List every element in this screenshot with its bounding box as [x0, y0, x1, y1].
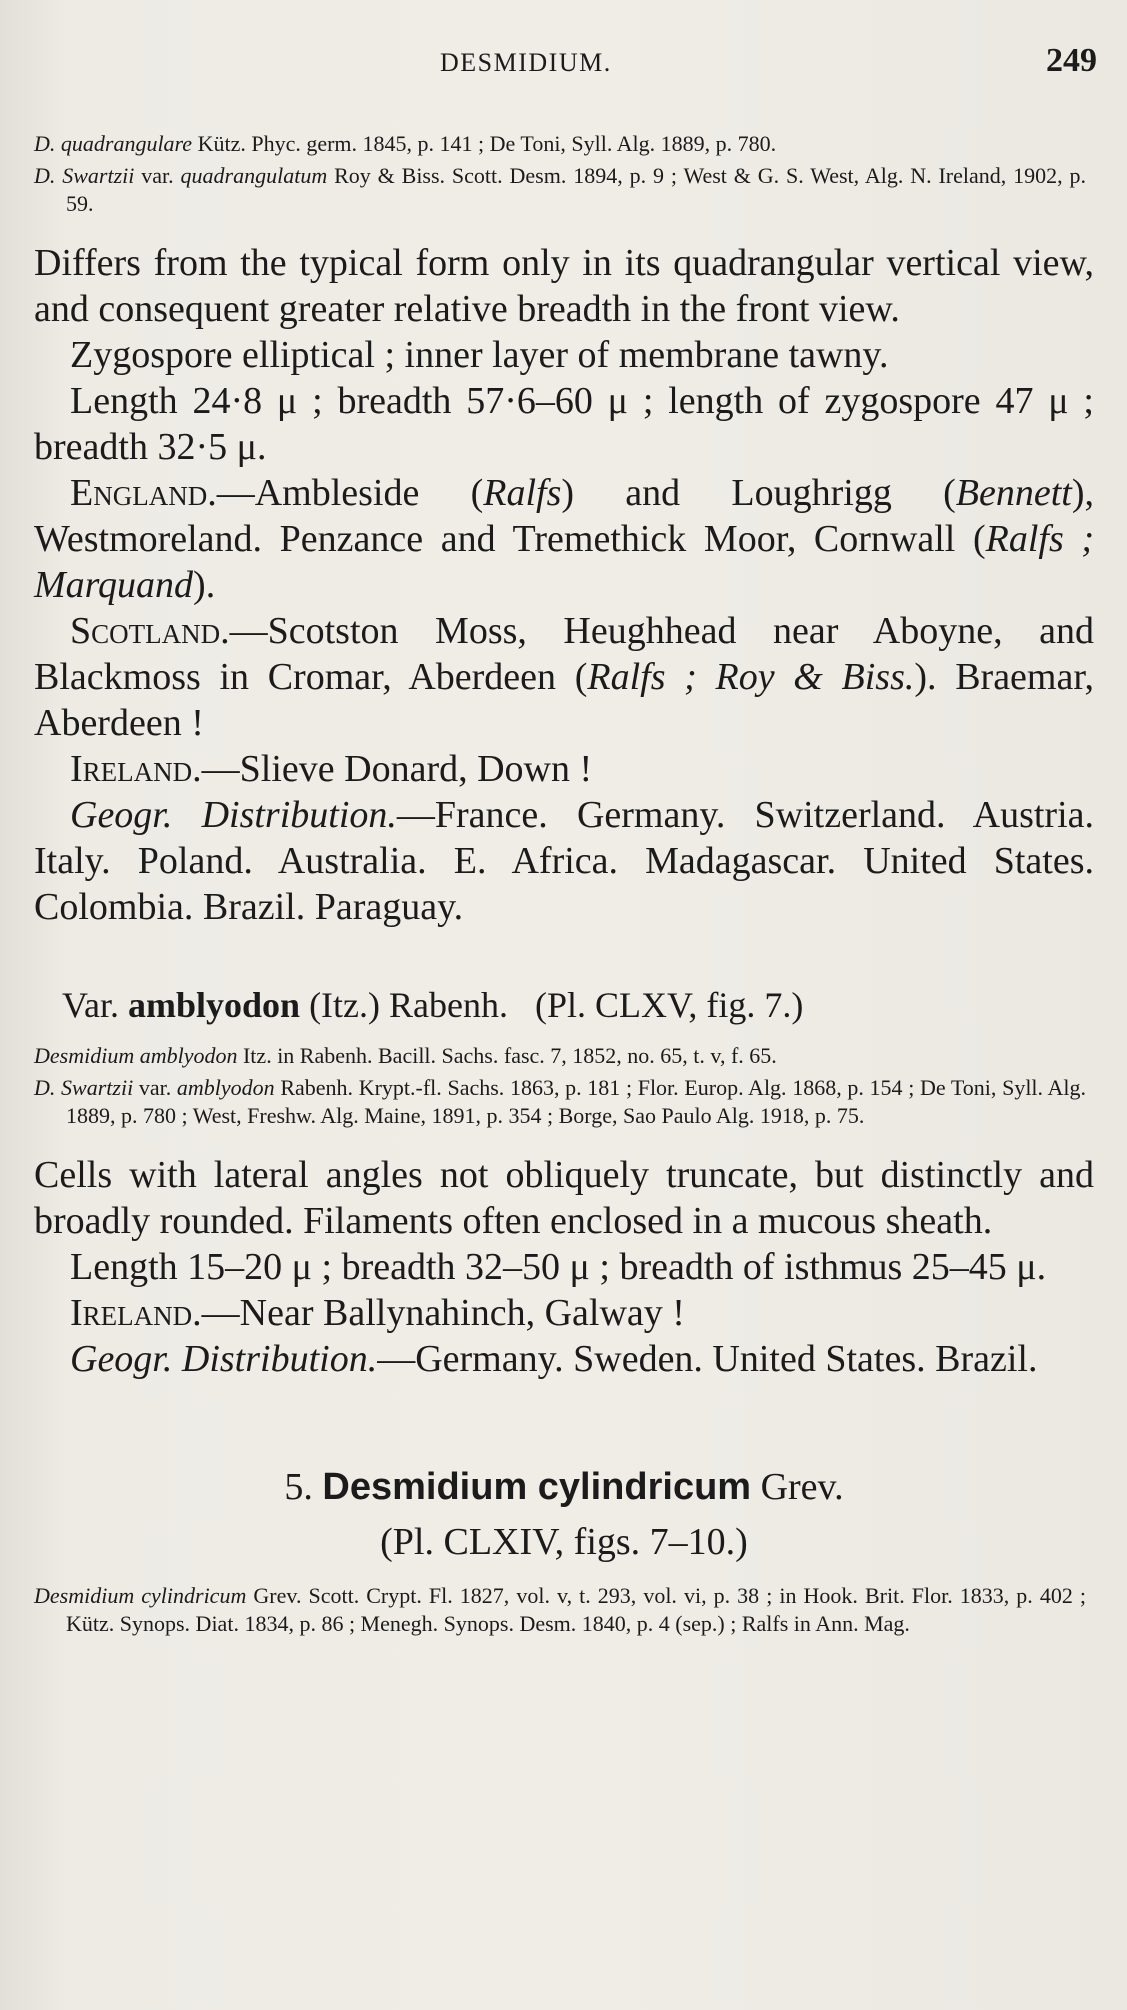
citation-text: Itz. in Rabenh. Bacill. Sachs. fasc. 7, 1852, no. 65, t. v, f. 65.	[237, 1043, 777, 1068]
species-plate-reference: (Pl. CLXIV, figs. 7–10.)	[380, 1521, 748, 1563]
region-label: Ireland.	[70, 748, 202, 790]
locality-text: —Ambleside (	[216, 472, 484, 514]
taxon-name: D. quadrangulare	[34, 131, 193, 156]
variety-authority: (Itz.) Rabenh. (Pl. CLXV, fig. 7.)	[300, 985, 804, 1025]
citation-text: Kütz. Phyc. germ. 1845, p. 141 ; De Toni, Syll. Alg. 1889, p. 780.	[192, 131, 777, 156]
description-paragraph: Cells with lateral angles not obliquely truncate, but distinctly and broadly rounded. Filaments often enclosed in a mucous sheath.	[34, 1154, 1094, 1242]
variety-heading	[62, 982, 1094, 1028]
locality-text: ) and Loughrigg (	[561, 472, 956, 514]
region-label: Scotland.	[70, 610, 230, 652]
distribution-label: Geogr. Distribution.	[70, 794, 397, 836]
locality-scotland	[34, 608, 1094, 746]
synonym-citation	[34, 1074, 1094, 1130]
synonym-citation	[34, 130, 1094, 158]
synonym-citation	[34, 162, 1094, 218]
species-number: 5.	[284, 1466, 323, 1508]
variety-prefix: Var.	[62, 985, 128, 1025]
geographic-distribution	[34, 792, 1094, 930]
rank-text: var.	[133, 1075, 177, 1100]
species-name: Desmidium cylindricum	[322, 1466, 752, 1508]
running-head: DESMIDIUM.	[440, 48, 612, 77]
species-heading	[34, 1462, 1094, 1512]
variety-name: amblyodon	[128, 985, 301, 1025]
page-number: 249	[1046, 42, 1097, 79]
citation-text: Roy & Biss. Scott. Desm. 1894, p. 9 ; West & G. S. West, Alg. N. Ireland, 1902, p. 59.	[66, 163, 1086, 216]
synonym-citation	[34, 1582, 1094, 1638]
citation-text: Grev. Scott. Crypt. Fl. 1827, vol. v, t. 293, vol. vi, p. 38 ; in Hook. Brit. Flor. 1833, p. 402 ; Kütz. Synops. Diat. 1834, p. 86 ; Menegh. Synops. Desm. 1840, p. 4 (sep.) ; Ralfs in Ann. Mag.	[66, 1583, 1086, 1636]
taxon-name: D. Swartzii	[34, 1075, 134, 1100]
measurements-paragraph: Length 15–20 μ ; breadth 32–50 μ ; breadth of isthmus 25–45 μ.	[70, 1246, 1047, 1288]
locality-text: —Near Ballynahinch, Galway !	[201, 1292, 685, 1334]
species-author: Grev.	[751, 1466, 844, 1508]
locality-text: ), Westmoreland. Penzance and Tremethick Moor, Cornwall (	[34, 472, 1094, 560]
taxon-name: Desmidium amblyodon	[34, 1043, 238, 1068]
locality-ireland	[34, 746, 1094, 792]
taxon-name: quadrangulatum	[180, 163, 328, 188]
measurements-paragraph: Length 24·8 μ ; breadth 57·6–60 μ ; length of zygospore 47 μ ; breadth 32·5 μ.	[34, 380, 1094, 468]
synonym-citation	[34, 1042, 1094, 1070]
region-label: Ireland.	[70, 1292, 202, 1334]
taxon-name: D. Swartzii	[34, 163, 135, 188]
collector-name: Ralfs ; Roy & Biss.	[587, 656, 915, 698]
taxon-name: Desmidium cylindricum	[34, 1583, 247, 1608]
locality-text: —Scotston Moss, Heughhead near Aboyne, and Blackmoss in Cromar, Aberdeen (	[34, 610, 1094, 698]
locality-ireland	[34, 1290, 1094, 1336]
collector-name: Ralfs	[483, 472, 562, 514]
citation-text: Rabenh. Krypt.-fl. Sachs. 1863, p. 181 ; Flor. Europ. Alg. 1868, p. 154 ; De Toni, Syll. Alg. 1889, p. 780 ; West, Freshw. Alg. Maine, 1891, p. 354 ; Borge, Sao Paulo Alg. 1918, p. 75.	[66, 1075, 1086, 1128]
page-content	[34, 130, 1094, 1642]
locality-text: ).	[193, 564, 216, 606]
taxon-name: amblyodon	[176, 1075, 275, 1100]
locality-england	[34, 470, 1094, 608]
region-label: England.	[70, 472, 217, 514]
rank-text: var.	[134, 163, 181, 188]
distribution-text: —France. Germany. Switzerland. Austria. Italy. Poland. Australia. E. Africa. Madagascar. United States. Colombia. Brazil. Paraguay.	[34, 794, 1094, 928]
distribution-text: —Germany. Sweden. United States. Brazil.	[377, 1338, 1038, 1380]
collector-name: Bennett	[955, 472, 1072, 514]
zygospore-paragraph: Zygospore elliptical ; inner layer of membrane tawny.	[70, 334, 889, 376]
collector-name: Ralfs ; Marquand	[34, 518, 1094, 606]
page-header	[0, 42, 1127, 92]
distribution-label: Geogr. Distribution.	[70, 1338, 378, 1380]
locality-text: ). Braemar, Aberdeen !	[34, 656, 1094, 744]
description-paragraph: Differs from the typical form only in its quadrangular vertical view, and consequent greater relative breadth in the front view.	[34, 242, 1094, 330]
locality-text: —Slieve Donard, Down !	[201, 748, 593, 790]
geographic-distribution	[34, 1336, 1094, 1382]
